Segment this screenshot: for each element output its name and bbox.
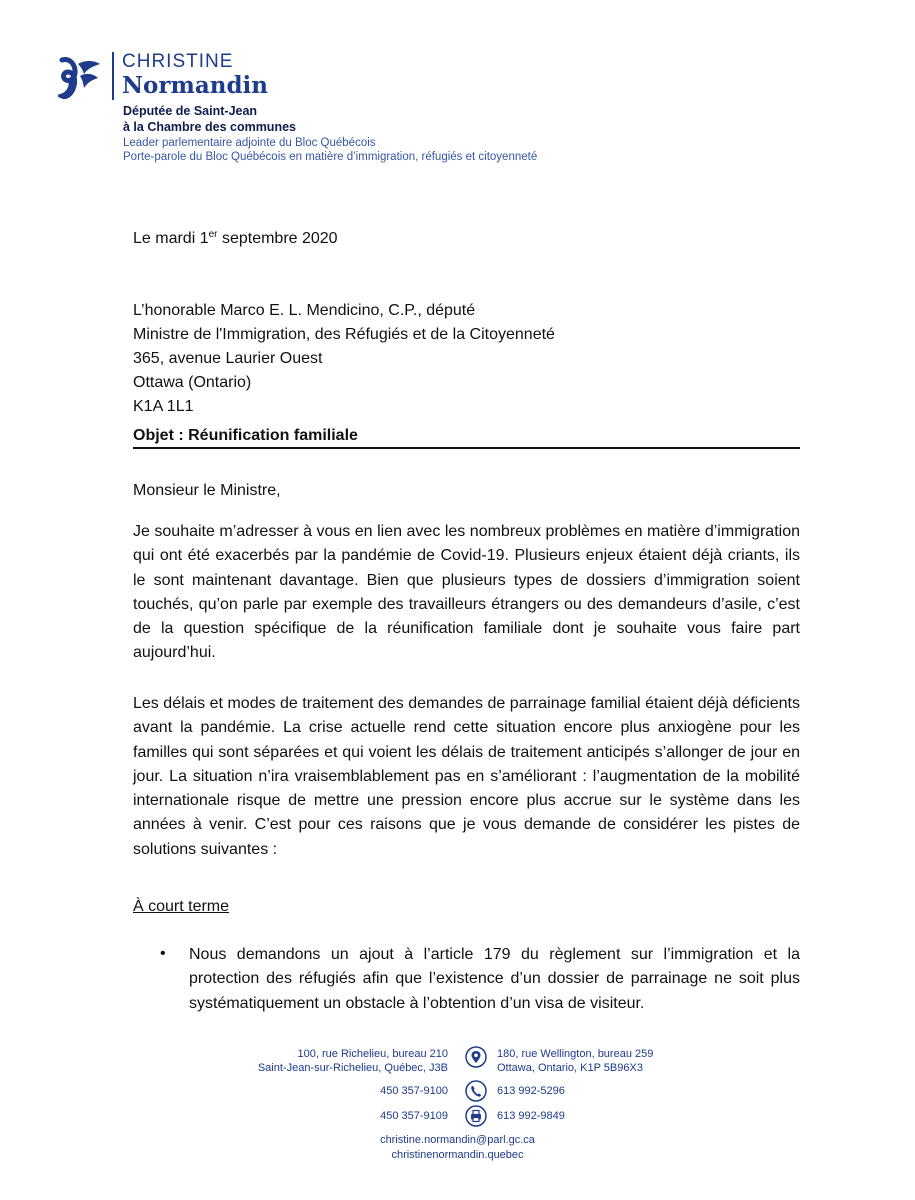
- location-pin-icon: [465, 1046, 487, 1068]
- subject-rule: [133, 447, 800, 449]
- recipient-line: 365, avenue Laurier Ouest: [133, 350, 323, 367]
- footer-address-right: 180, rue Wellington, bureau 259: [497, 1048, 654, 1060]
- footer-website[interactable]: christinenormandin.quebec: [391, 1149, 524, 1161]
- role-line: à la Chambre des communes: [123, 120, 296, 134]
- fax-icon: [465, 1105, 487, 1127]
- footer-fax-right: 613 992-9849: [497, 1110, 565, 1122]
- paragraph: Je souhaite m’adresser à vous en lien avec les nombreux problèmes en matière d’immigration qui ont été exacerbés par la pandémie de Covid-19. Plusieurs enjeux étaient déjà criants, ils le sont maintenant davantage. Bien que plusieurs types de dossiers d’immigration soient touchés, qu’on parle par exemple des travailleurs étrangers ou des demandeurs d’asile, c’est de la question spécifique de la réunification familiale dont je souhaite vous faire part aujourd’hui.: [133, 523, 800, 662]
- recipient-line: L’honorable Marco E. L. Mendicino, C.P., député: [133, 302, 476, 319]
- role-line: Leader parlementaire adjointe du Bloc Québécois: [123, 137, 376, 149]
- recipient-line: Ministre de l'Immigration, des Réfugiés et de la Citoyenneté: [133, 326, 555, 343]
- role-line: Porte-parole du Bloc Québécois en matière d’immigration, réfugiés et citoyenneté: [123, 151, 538, 163]
- last-name: Normandin: [122, 72, 268, 99]
- footer-fax-left: 450 357-9109: [380, 1110, 448, 1122]
- footer-phone-left: 450 357-9100: [380, 1085, 448, 1097]
- role-line: Députée de Saint-Jean: [123, 104, 258, 118]
- paragraph: Les délais et modes de traitement des demandes de parrainage familial étaient déjà déficients avant la pandémie. La crise actuelle rend cette situation encore plus anxiogène pour les familles qui sont séparées et qui voient les délais de traitement anticipés s’allonger de jour en jour. La situation n’ira vraisemblablement pas en s’améliorant : l’augmentation de la mobilité internationale risque de mettre une pression encore plus accrue sur le système dans les années à venir. C’est pour ces raisons que je vous demande de considérer les pistes de solutions suivantes :: [133, 695, 800, 858]
- first-name: CHRISTINE: [122, 51, 234, 72]
- subject-line: Objet : Réunification familiale: [133, 427, 358, 444]
- footer-address-right: Ottawa, Ontario, K1P 5B96X3: [497, 1062, 643, 1074]
- recipient-line: K1A 1L1: [133, 398, 194, 415]
- recipient-line: Ottawa (Ontario): [133, 374, 252, 391]
- footer-address-left: Saint-Jean-sur-Richelieu, Québec, J3B: [257, 1062, 448, 1074]
- bullet-icon: •: [160, 945, 166, 962]
- phone-icon: [465, 1080, 487, 1102]
- header-divider: [112, 52, 114, 100]
- letter-date: Le mardi 1er septembre 2020: [133, 229, 338, 247]
- footer-phone-right: 613 992-5296: [497, 1085, 565, 1097]
- bloc-quebecois-logo: [58, 56, 102, 102]
- footer-email[interactable]: christine.normandin@parl.gc.ca: [380, 1134, 535, 1146]
- footer-address-left: 100, rue Richelieu, bureau 210: [297, 1048, 448, 1060]
- bullet-item: Nous demandons un ajout à l’article 179 du règlement sur l’immigration et la protection des réfugiés afin que l’existence d’un dossier de parrainage ne soit plus systématiquement un obstacle à l’obtention d’un visa de visiteur.: [189, 946, 800, 1012]
- salutation: Monsieur le Ministre,: [133, 482, 281, 499]
- section-heading: À court terme: [133, 898, 230, 915]
